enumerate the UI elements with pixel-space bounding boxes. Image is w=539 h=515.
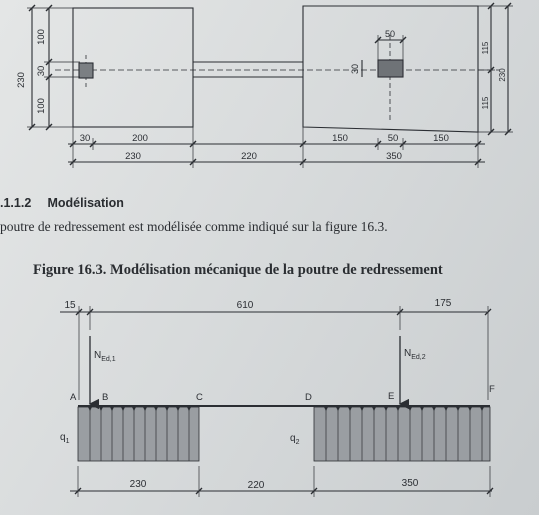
- dim-right-part-top: 115: [481, 41, 490, 55]
- load-2-label: [404, 348, 426, 361]
- load-2-symbol: N: [404, 348, 412, 359]
- dim-left-part-mid: 30: [36, 65, 47, 77]
- q1-symbol: q: [60, 432, 66, 443]
- dim-row1-4: 150: [433, 133, 449, 144]
- load-1-symbol: N: [94, 350, 102, 361]
- load-1-label: [94, 350, 116, 363]
- body-paragraph: poutre de redressement est modélisée comme indiqué sur la figure 16.3.: [0, 219, 388, 234]
- model-dim-175: 175: [434, 298, 452, 309]
- figure-caption: Figure 16.3. Modélisation mécanique de la poutre de redressement: [33, 262, 443, 278]
- q1-label: [60, 432, 70, 445]
- distributed-load-q2: [314, 407, 490, 461]
- dim-right-total: 230: [498, 68, 507, 82]
- model-dim-15: 15: [64, 300, 76, 311]
- dim-row2-1: 220: [241, 151, 257, 162]
- point-E: E: [388, 391, 395, 402]
- dim-row2-2: 350: [386, 151, 402, 162]
- point-B: B: [102, 392, 109, 403]
- model-bottom-dim-230: 230: [129, 479, 147, 490]
- dim-left-total: 230: [16, 72, 27, 88]
- dim-mid-width: 50: [384, 29, 396, 39]
- load-2-subscript: Ed,2: [411, 354, 426, 361]
- point-F: F: [489, 384, 495, 395]
- dim-mid-height: 30: [350, 63, 360, 75]
- dim-row2-0: 230: [125, 151, 141, 162]
- dim-left-part-bottom: 100: [36, 98, 47, 114]
- q2-label: [290, 433, 300, 446]
- point-A: A: [70, 392, 77, 403]
- model-bottom-dim-350: 350: [401, 478, 419, 489]
- dim-row1-0: 30: [79, 133, 91, 144]
- q2-subscript: 2: [295, 439, 300, 446]
- point-D: D: [305, 392, 312, 403]
- model-dim-610: 610: [236, 300, 254, 311]
- q2-symbol: q: [290, 433, 296, 444]
- dim-right-part-bottom: 115: [481, 96, 490, 110]
- distributed-load-q1: [78, 407, 199, 461]
- dim-row1-3: 50: [387, 133, 399, 144]
- dim-row1-2: 150: [332, 133, 348, 144]
- point-C: C: [196, 392, 203, 403]
- section-title: Modélisation: [47, 196, 124, 210]
- dim-row1-1: 200: [132, 133, 148, 144]
- dim-left-part-top: 100: [36, 29, 47, 45]
- q1-subscript: 1: [65, 438, 70, 445]
- load-1-subscript: Ed,1: [101, 356, 116, 363]
- section-number: .1.1.2: [0, 196, 32, 210]
- model-bottom-dim-220: 220: [247, 480, 265, 491]
